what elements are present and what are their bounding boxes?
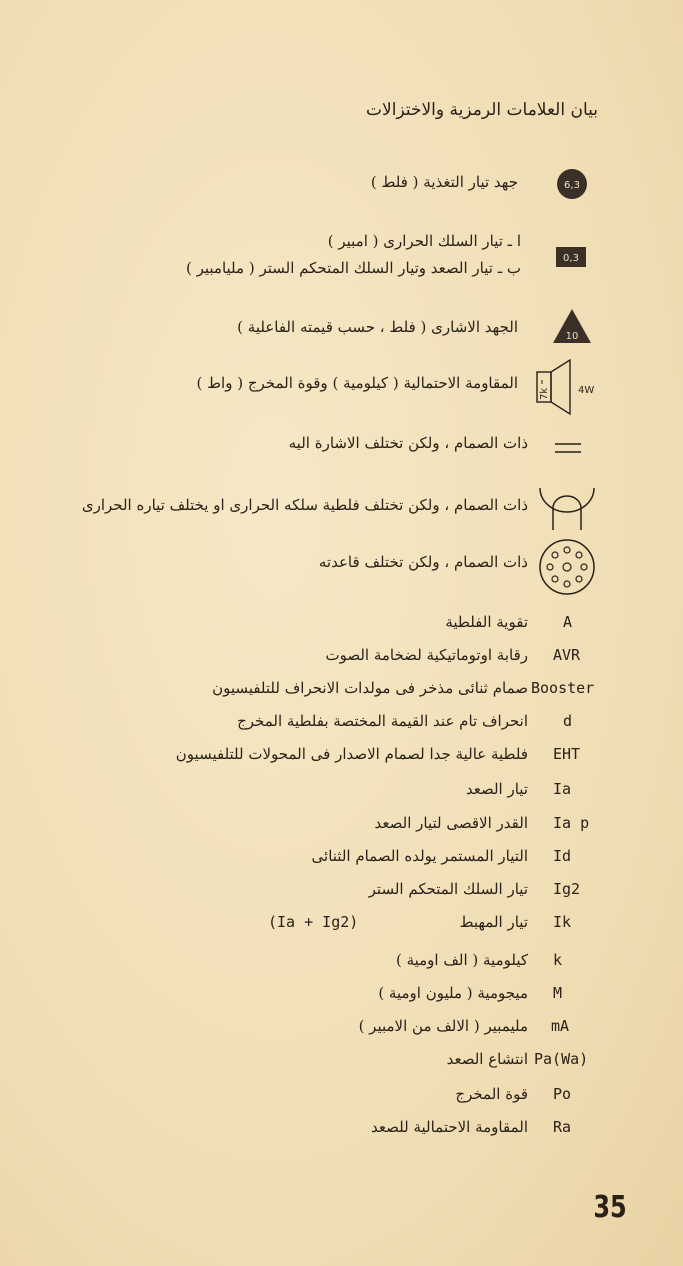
heater-current-badge: 0,3 xyxy=(563,253,579,264)
abbr-definition: ميجومية ( مليون اومية ) xyxy=(378,984,528,1002)
list-item xyxy=(0,814,683,842)
abbr-term: Ig2 xyxy=(553,880,581,898)
same-tube-signal-text: ذات الصمام ، ولكن تختلف الاشارة اليه xyxy=(288,434,528,452)
same-tube-base-text: ذات الصمام ، ولكن تختلف قاعدته xyxy=(318,553,528,571)
list-item xyxy=(0,646,683,674)
abbr-definition: صمام ثنائى مذخر فى مولدات الانحراف للتلفيسيون xyxy=(212,679,528,697)
list-item xyxy=(0,984,683,1012)
heater-current-line-b: ب ـ تيار الصعد وتيار السلك المتحكم الستر ( مليامبير ) xyxy=(185,259,521,277)
list-item xyxy=(0,1118,683,1146)
abbr-term: Po xyxy=(553,1085,572,1103)
abbr-definition: تيار الصعد xyxy=(465,780,528,798)
abbr-term: Booster xyxy=(531,679,595,697)
list-item xyxy=(0,780,683,808)
page-title: بيان العلامات الرمزية والاختزالات xyxy=(366,100,598,120)
signal-voltage-symbol xyxy=(552,308,592,344)
abbr-term: mA xyxy=(551,1017,570,1035)
list-item xyxy=(0,613,683,641)
abbr-definition: انتشاع الصعد xyxy=(446,1050,528,1068)
abbr-definition: رقابة اوتوماتيكية لضخامة الصوت xyxy=(325,646,528,664)
abbr-term: AVR xyxy=(553,646,581,664)
abbr-definition: المقاومة الاحتمالية للصعد xyxy=(371,1118,528,1136)
abbr-definition: التيار المستمر يولده الصمام الثنائى xyxy=(311,847,528,865)
output-power-label: 4W xyxy=(578,385,595,396)
list-item xyxy=(0,1050,683,1078)
tube-base-icon xyxy=(538,538,596,596)
abbr-term: M xyxy=(553,984,563,1002)
abbr-term: Pa(Wa) xyxy=(534,1050,589,1068)
abbr-term: Id xyxy=(553,847,572,865)
heater-current-symbol xyxy=(556,247,586,267)
equal-icon xyxy=(555,440,581,454)
list-item xyxy=(0,1085,683,1113)
list-item xyxy=(0,951,683,979)
abbr-term: Ia p xyxy=(553,814,590,832)
abbr-term: EHT xyxy=(553,745,581,763)
abbr-term: Ik xyxy=(553,913,572,931)
abbr-definition: انحراف تام عند القيمة المختصة بفلطية المخرج xyxy=(237,712,528,730)
list-item xyxy=(0,1017,683,1045)
abbr-definition: تيار السلك المتحكم الستر xyxy=(368,880,528,898)
abbr-term: A xyxy=(563,613,573,631)
list-item xyxy=(0,913,683,941)
abbr-definition: مليمبير ( الالف من الامبير ) xyxy=(358,1017,528,1035)
abbr-definition: فلطية عالية جدا لصمام الاصدار فى المحولات للتلفيسيون xyxy=(175,745,528,763)
abbr-formula: (Ia + Ig2) xyxy=(268,913,359,931)
list-item xyxy=(0,880,683,908)
abbr-term: Ia xyxy=(553,780,572,798)
page-number: 35 xyxy=(593,1190,627,1225)
abbr-definition: تيار المهبط xyxy=(459,913,528,931)
load-resistance-label: 7k xyxy=(539,387,550,400)
heater-filament-icon xyxy=(536,484,598,532)
supply-voltage-badge: 6,3 xyxy=(564,180,580,191)
abbr-definition: قوة المخرج xyxy=(455,1085,528,1103)
abbr-term: d xyxy=(563,712,573,730)
signal-voltage-text: الجهد الاشارى ( فلط ، حسب قيمته الفاعلية ) xyxy=(237,318,518,336)
abbr-definition: كيلومية ( الف اومية ) xyxy=(395,951,528,969)
same-tube-heater-text: ذات الصمام ، ولكن تختلف فلطية سلكه الحرارى او يختلف تياره الحرارى xyxy=(81,496,528,514)
loudspeaker-icon xyxy=(534,358,604,418)
list-item xyxy=(0,745,683,773)
list-item xyxy=(0,679,683,707)
supply-voltage-text: جهد تيار التغذية ( فلط ) xyxy=(370,173,518,191)
abbr-term: Ra xyxy=(553,1118,572,1136)
list-item xyxy=(0,847,683,875)
abbr-term: k xyxy=(553,951,563,969)
abbr-definition: تقوية الفلطية xyxy=(445,613,528,631)
signal-voltage-badge: 10 xyxy=(565,331,579,342)
heater-current-line-a: ا ـ تيار السلك الحرارى ( امبير ) xyxy=(327,232,521,250)
supply-voltage-symbol xyxy=(556,168,588,200)
abbr-definition: القدر الاقصى لتيار الصعد xyxy=(374,814,528,832)
list-item xyxy=(0,712,683,740)
load-resistance-text: المقاومة الاحتمالية ( كيلومية ) وقوة المخرج ( واط ) xyxy=(196,374,518,392)
